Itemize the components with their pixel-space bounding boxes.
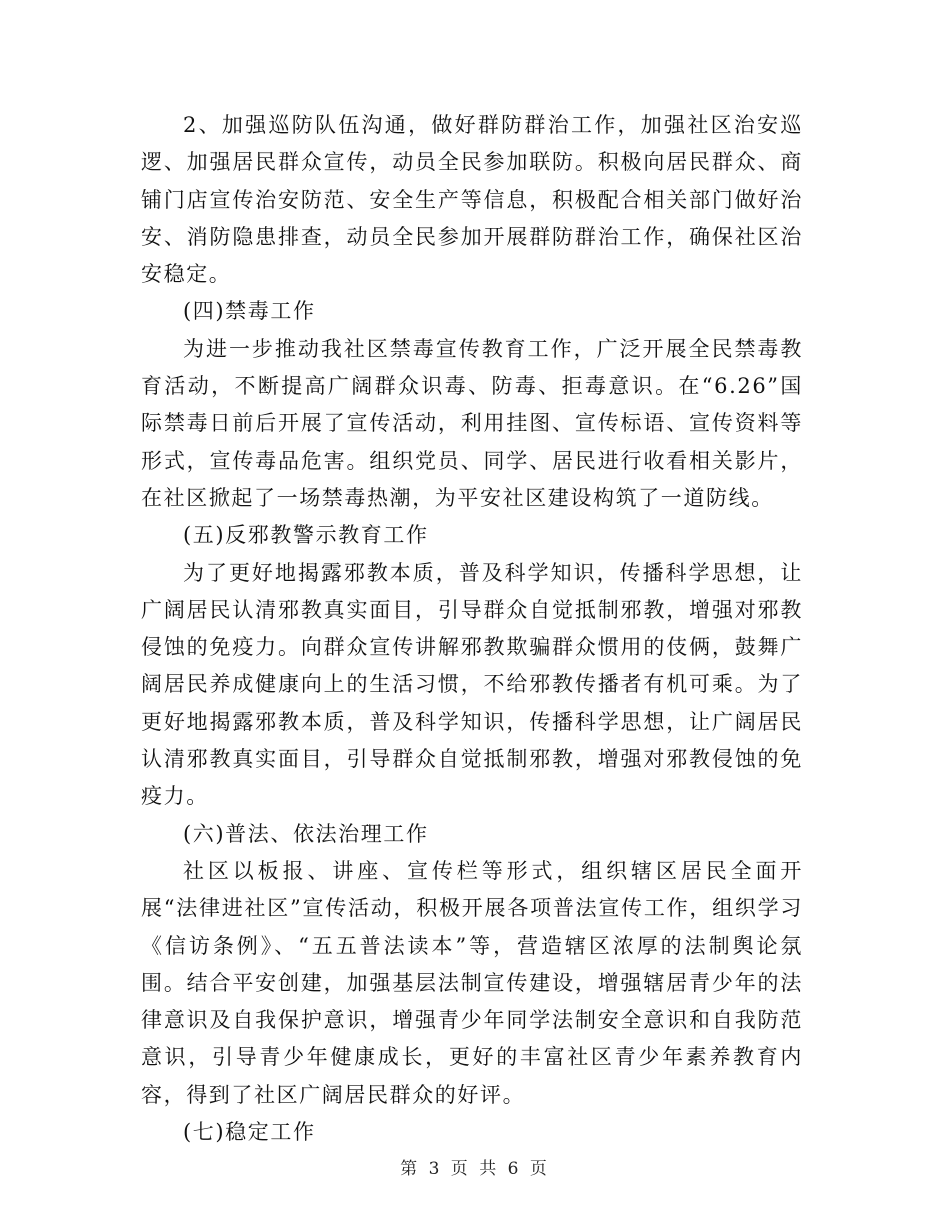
paragraph-anti-cult: 为了更好地揭露邪教本质，普及科学知识，传播科学思想，让广阔居民认清邪教真实面目，引导群众自觉抵制邪教，增强对邪教侵蚀的免疫力。向群众宣传讲解邪教欺骗群众惯用的伎俩，鼓舞广阔居民养成健康向上的生活习惯，不给邪教传播者有机可乘。为了更好地揭露邪教本质，普及科学知识，传播科学思想，让广阔居民认清邪教真实面目，引导群众自觉抵制邪教，增强对邪教侵蚀的免疫力。: [141, 560, 803, 809]
section-heading-anti-drug: (四)禁毒工作: [183, 299, 316, 324]
document-body: [141, 107, 803, 1151]
paragraph-anti-drug: 为进一步推动我社区禁毒宣传教育工作，广泛开展全民禁毒教育活动，不断提高广阔群众识毒、防毒、拒毒意识。在“6.26”国际禁毒日前后开展了宣传活动，利用挂图、宣传标语、宣传资料等形式，宣传毒品危害。组织党员、同学、居民进行收看相关影片，在社区掀起了一场禁毒热潮，为平安社区建设构筑了一道防线。: [141, 336, 803, 510]
section-heading-legal-education: (六)普法、依法治理工作: [183, 821, 429, 846]
paragraph-patrol: 2、加强巡防队伍沟通，做好群防群治工作，加强社区治安巡逻、加强居民群众宣传，动员全民参加联防。积极向居民群众、商铺门店宣传治安防范、安全生产等信息，积极配合相关部门做好治安、消防隐患排查，动员全民参加开展群防群治工作，确保社区治安稳定。: [141, 113, 803, 287]
paragraph-legal-education: 社区以板报、讲座、宣传栏等形式，组织辖区居民全面开展“法律进社区”宣传活动，积极开展各项普法宣传工作，组织学习《信访条例》、“五五普法读本”等，营造辖区浓厚的法制舆论氛围。结合平安创建，加强基层法制宣传建设，增强辖居青少年的法律意识及自我保护意识，增强青少年同学法制安全意识和自我防范意识，引导青少年健康成长，更好的丰富社区青少年素养教育内容，得到了社区广阔居民群众的好评。: [141, 858, 803, 1107]
section-heading-anti-cult: (五)反邪教警示教育工作: [183, 523, 429, 548]
page-number-footer: 第 3 页 共 6 页: [400, 1159, 550, 1179]
section-heading-stability: (七)稳定工作: [183, 1120, 316, 1145]
